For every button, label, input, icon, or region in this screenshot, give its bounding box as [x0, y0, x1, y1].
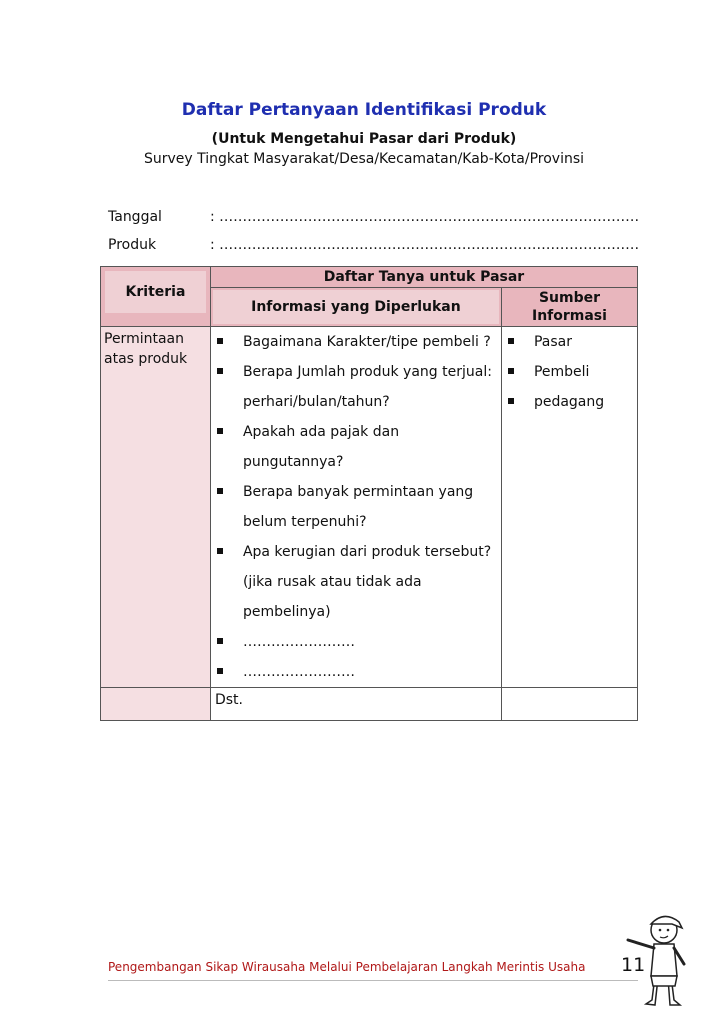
page-subtitle: (Untuk Mengetahui Pasar dari Produk): [211, 131, 517, 147]
source-text: Pembeli: [533, 364, 590, 380]
empty-sumber-cell: [501, 688, 637, 721]
informasi-header-cell: [210, 288, 501, 327]
question-text: ……………………: [242, 664, 355, 680]
bullet-icon: [217, 488, 223, 494]
list-item: [508, 327, 637, 357]
question-text: Apakah ada pajak dan pungutannya?: [242, 424, 400, 470]
sumber-header-line1: Sumber: [538, 290, 600, 306]
question-text: Berapa Jumlah produk yang terjual:: [242, 364, 492, 380]
bullet-icon: [217, 428, 223, 434]
bullet-icon: [217, 668, 223, 674]
list-item: [217, 417, 501, 477]
informasi-cell: [210, 327, 501, 688]
list-item: [508, 387, 637, 417]
dst-cell: Dst.: [210, 688, 501, 721]
list-item: [217, 657, 501, 687]
question-table: [100, 266, 638, 721]
bullet-icon: [508, 398, 514, 404]
question-text: Apa kerugian dari produk tersebut?: [242, 544, 492, 560]
question-text-continued: perhari/bulan/tahun?: [242, 394, 390, 410]
group-header: Daftar Tanya untuk Pasar: [210, 267, 637, 288]
bullet-icon: [217, 368, 223, 374]
sumber-header-line2: Informasi: [531, 308, 607, 324]
kriteria-cell: Permintaan atas produk: [101, 327, 211, 688]
list-item: [217, 477, 501, 537]
page-subtitle-survey: Survey Tingkat Masyarakat/Desa/Kecamatan/Kab-Kota/Provinsi: [143, 151, 585, 167]
footer-divider: [108, 980, 638, 981]
question-text-continued: pembelinya): [242, 604, 331, 620]
source-text: Pasar: [533, 334, 572, 350]
empty-kriteria-cell: [101, 688, 211, 721]
question-text-continued: (jika rusak atau tidak ada: [242, 574, 422, 590]
informasi-header: Informasi yang Diperlukan: [213, 290, 499, 324]
bullet-icon: [217, 338, 223, 344]
list-item: [217, 627, 501, 657]
bullet-icon: [508, 338, 514, 344]
question-text: ……………………: [242, 634, 355, 650]
sumber-header: [501, 288, 637, 327]
source-text: pedagang: [533, 394, 605, 410]
bullet-icon: [217, 548, 223, 554]
tanggal-value: : ………………………………………………………………………………: [210, 209, 640, 225]
list-item: [217, 537, 501, 627]
page-number: 11: [621, 954, 646, 976]
tanggal-field: [108, 209, 639, 225]
question-text-continued: belum terpenuhi?: [242, 514, 367, 530]
kriteria-header: Kriteria: [105, 271, 206, 313]
list-item: [508, 357, 637, 387]
sumber-cell: [501, 327, 637, 688]
produk-label: Produk: [108, 237, 157, 253]
question-list: [211, 327, 501, 687]
question-text: Bagaimana Karakter/tipe pembeli ?: [242, 334, 491, 350]
source-list: [502, 327, 637, 417]
tanggal-label: Tanggal: [108, 209, 162, 225]
produk-field: [108, 237, 639, 253]
bullet-icon: [508, 368, 514, 374]
list-item: [217, 357, 501, 417]
footer-text: Pengembangan Sikap Wirausaha Melalui Pembelajaran Langkah Merintis Usaha: [108, 960, 586, 974]
produk-value: : ………………………………………………………………………………: [210, 237, 640, 253]
question-text: Berapa banyak permintaan yang: [242, 484, 474, 500]
bullet-icon: [217, 638, 223, 644]
list-item: [217, 327, 501, 357]
kriteria-header-cell: [101, 267, 211, 327]
page-title: Daftar Pertanyaan Identifikasi Produk: [181, 100, 547, 120]
boy-mascot-icon: [622, 908, 692, 1013]
